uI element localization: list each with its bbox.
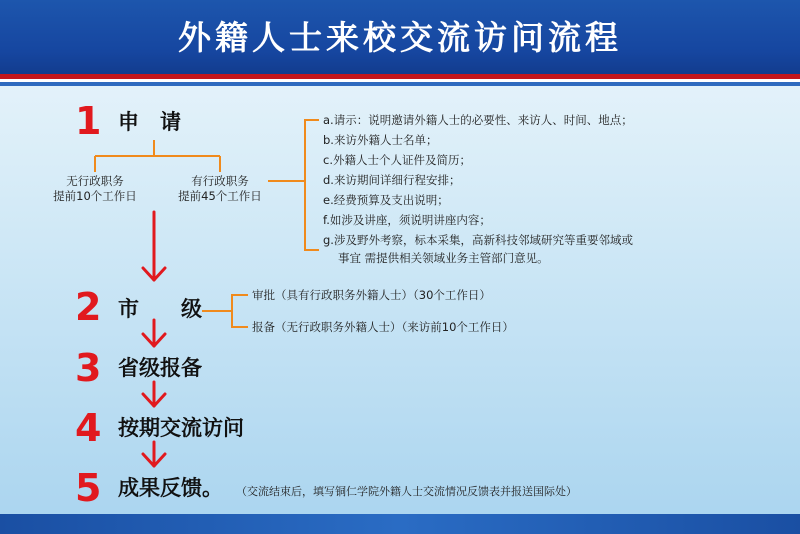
footer-bar bbox=[0, 514, 800, 534]
requirement-e: e.经费预算及支出说明； bbox=[323, 193, 449, 207]
step-label-visit: 按期交流访问 bbox=[118, 416, 244, 440]
step-label-feedback: 成果反馈。 bbox=[118, 476, 223, 500]
requirement-c: c.外籍人士个人证件及简历； bbox=[323, 153, 471, 167]
apply-branch-admin bbox=[170, 174, 270, 204]
page-title: 外籍人士来校交流访问流程 bbox=[178, 18, 622, 57]
requirement-f: f.如涉及讲座，须说明讲座内容； bbox=[323, 213, 491, 227]
step-number-2: 2 bbox=[75, 285, 102, 329]
apply-branch-no-admin bbox=[45, 174, 145, 204]
requirement-d: d.来访期间详细行程安排； bbox=[323, 173, 461, 187]
requirement-g: g.涉及野外考察，标本采集，高新科技邻域研究等重要邻域或 bbox=[323, 233, 633, 247]
requirements-bracket bbox=[305, 120, 319, 250]
requirement-g-continued: 事宜 需提供相关领域业务主管部门意见。 bbox=[338, 251, 549, 265]
step-label-province: 省级报备 bbox=[118, 356, 202, 380]
apply-branch-admin-title: 有行政职务 bbox=[191, 174, 249, 188]
apply-branch-no-admin-title: 无行政职务 bbox=[66, 174, 124, 188]
requirement-a: a.请示：说明邀请外籍人士的必要性、来访人、时间、地点； bbox=[323, 113, 633, 127]
step-label-city: 市 级 bbox=[118, 297, 202, 321]
step-number-1: 1 bbox=[75, 99, 102, 143]
city-branch-filing: 报备（无行政职务外籍人士）（来访前10个工作日） bbox=[252, 320, 514, 334]
step-number-4: 4 bbox=[75, 406, 102, 450]
requirement-b: b.来访外籍人士名单； bbox=[323, 133, 438, 147]
step-number-3: 3 bbox=[75, 346, 102, 390]
step-number-5: 5 bbox=[75, 466, 102, 510]
feedback-note: （交流结束后，填写铜仁学院外籍人士交流情况反馈表并报送国际处） bbox=[236, 485, 577, 498]
city-bracket bbox=[232, 295, 248, 327]
apply-branch-no-admin-deadline: 提前10个工作日 bbox=[53, 189, 137, 203]
city-branch-approval: 审批（具有行政职务外籍人士）（30个工作日） bbox=[252, 288, 491, 302]
step-label-apply: 申 请 bbox=[118, 110, 181, 134]
apply-branch-admin-deadline: 提前45个工作日 bbox=[178, 189, 262, 203]
